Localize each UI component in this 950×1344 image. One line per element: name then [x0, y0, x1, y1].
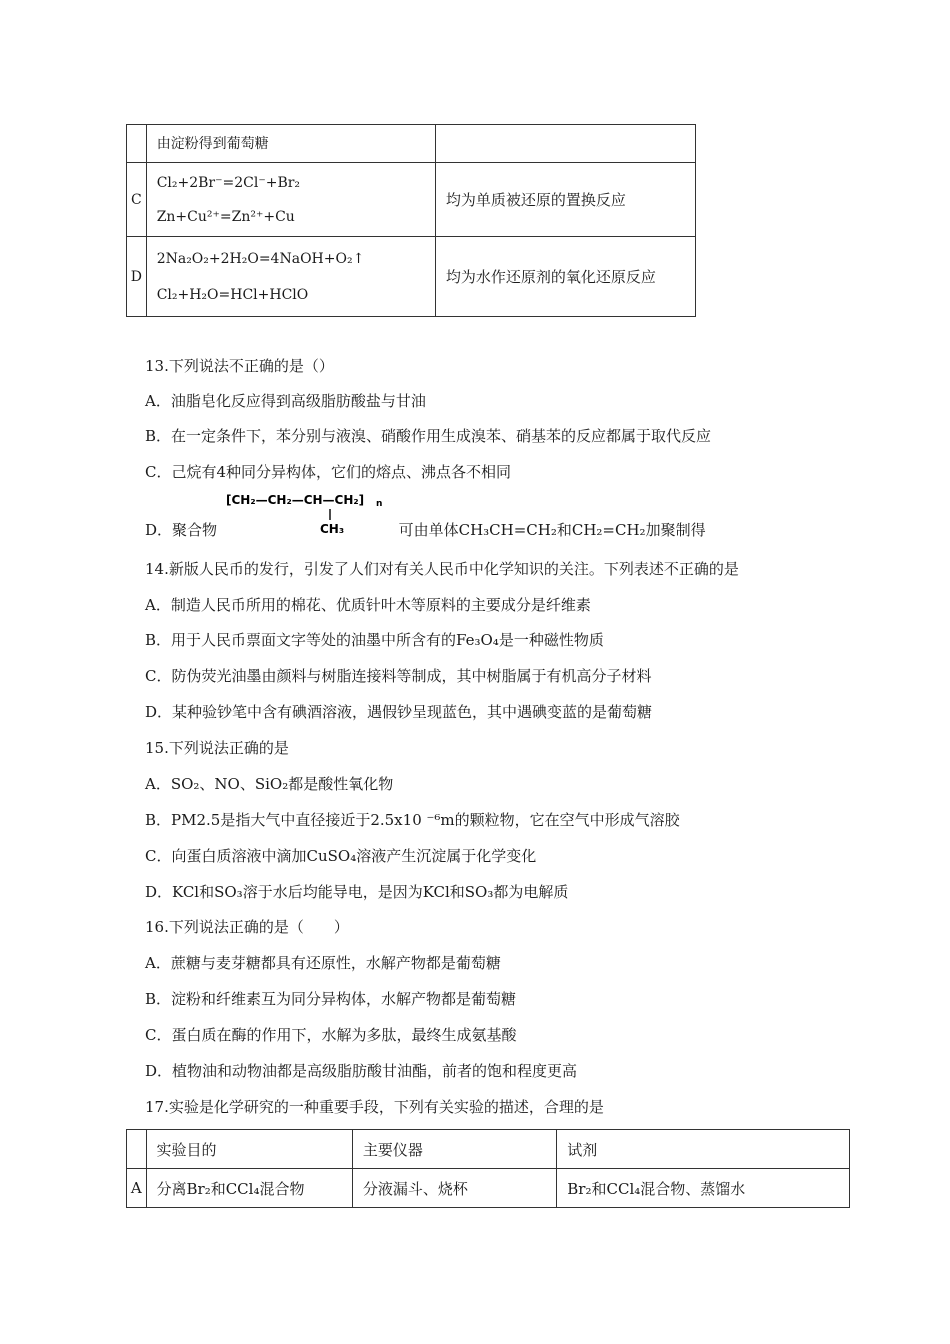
- table-cell: A: [127, 1169, 147, 1208]
- table-row: [127, 125, 696, 163]
- question-14-option-b: B．用于人民币票面文字等处的油墨中所含有的Fe₃O₄是一种磁性物质: [145, 631, 604, 649]
- table-cell: 分离Br₂和CCl₄混合物: [146, 1169, 352, 1208]
- polymer-n: n: [375, 499, 383, 509]
- header-cell: [127, 1130, 147, 1169]
- option-d-prefix: D．聚合物: [145, 521, 218, 539]
- table-header-row: [127, 1130, 850, 1169]
- table-row: [127, 163, 696, 237]
- row-label: C: [127, 163, 147, 237]
- reaction-text: 2Na₂O₂+2H₂O=4NaOH+O₂↑: [156, 250, 365, 267]
- question-14-option-a: A．制造人民币所用的棉花、优质针叶木等原料的主要成分是纤维素: [145, 596, 591, 614]
- header-cell: 试剂: [557, 1130, 850, 1169]
- polymer-chain: [CH₂—CH₂—CH—CH₂]: [225, 493, 364, 507]
- question-16-option-b: B．淀粉和纤维素互为同分异构体，水解产物都是葡萄糖: [145, 990, 517, 1008]
- question-16-option-d: D．植物油和动物油都是高级脂肪酸甘油酯，前者的饱和程度更高: [145, 1062, 578, 1080]
- question-14-option-c: C．防伪荧光油墨由颜料与树脂连接料等制成，其中树脂属于有机高分子材料: [145, 667, 652, 685]
- question-15-stem: 15.下列说法正确的是: [145, 739, 289, 757]
- reaction-text: 由淀粉得到葡萄糖: [156, 135, 269, 152]
- question-13-stem: 13.下列说法不正确的是（）: [145, 357, 334, 375]
- polymer-branch: CH₃: [319, 522, 344, 536]
- reaction-cell: [146, 237, 435, 317]
- question-14-stem: 14.新版人民币的发行，引发了人们对有关人民币中化学知识的关注。下列表述不正确的是: [145, 560, 739, 578]
- question-15-option-b: B．PM2.5是指大气中直径接近于2.5x10 ⁻⁶m的颗粒物，它在空气中形成气溶胶: [145, 811, 680, 829]
- question-15-option-d: D．KCl和SO₃溶于水后均能导电，是因为KCl和SO₃都为电解质: [145, 883, 569, 901]
- question-14-option-d: D．某种验钞笔中含有碘酒溶液，遇假钞呈现蓝色，其中遇碘变蓝的是葡萄糖: [145, 703, 653, 721]
- table-cell: Br₂和CCl₄混合物、蒸馏水: [557, 1169, 850, 1208]
- header-cell: 主要仪器: [352, 1130, 556, 1169]
- question-15-option-a: A．SO₂、NO、SiO₂都是酸性氧化物: [145, 775, 394, 793]
- row-label: D: [127, 237, 147, 317]
- reaction-text: Cl₂+H₂O=HCl+HClO: [156, 286, 309, 303]
- question-13-option-d: [145, 493, 706, 540]
- question-16-option-c: C．蛋白质在酶的作用下，水解为多肽，最终生成氨基酸: [145, 1026, 517, 1044]
- question-15-option-c: C．向蛋白质溶液中滴加CuSO₄溶液产生沉淀属于化学变化: [145, 847, 537, 865]
- question-13-option-c: C．己烷有4种同分异构体，它们的熔点、沸点各不相同: [145, 463, 512, 481]
- reaction-cell: [146, 163, 435, 237]
- description-cell: 均为单质被还原的置换反应: [435, 163, 695, 237]
- table-row: [127, 1169, 850, 1208]
- table-row: [127, 237, 696, 317]
- question-13-option-b: B．在一定条件下，苯分别与液溴、硝酸作用生成溴苯、硝基苯的反应都属于取代反应: [145, 427, 712, 445]
- reaction-text: Zn+Cu²⁺=Zn²⁺+Cu: [156, 208, 295, 225]
- question-13-option-a: A．油脂皂化反应得到高级脂肪酸盐与甘油: [145, 392, 426, 410]
- question-17-stem: 17.实验是化学研究的一种重要手段，下列有关实验的描述，合理的是: [145, 1098, 604, 1116]
- polymer-structure-diagram: [224, 490, 392, 536]
- reaction-cell: [146, 125, 435, 163]
- question-16-option-a: A．蔗糖与麦芽糖都具有还原性，水解产物都是葡萄糖: [145, 954, 501, 972]
- table-cell: 分液漏斗、烧杯: [352, 1169, 556, 1208]
- question-16-stem: 16.下列说法正确的是（ ）: [145, 918, 349, 936]
- answer-table-continued: [126, 124, 696, 317]
- reaction-text: Cl₂+2Br⁻=2Cl⁻+Br₂: [156, 174, 301, 191]
- header-cell: 实验目的: [146, 1130, 352, 1169]
- description-cell: [435, 125, 695, 163]
- experiment-table: [126, 1129, 850, 1208]
- description-cell: 均为水作还原剂的氧化还原反应: [435, 237, 695, 317]
- row-label: [127, 125, 147, 163]
- option-d-suffix: 可由单体CH₃CH=CH₂和CH₂=CH₂加聚制得: [398, 521, 706, 539]
